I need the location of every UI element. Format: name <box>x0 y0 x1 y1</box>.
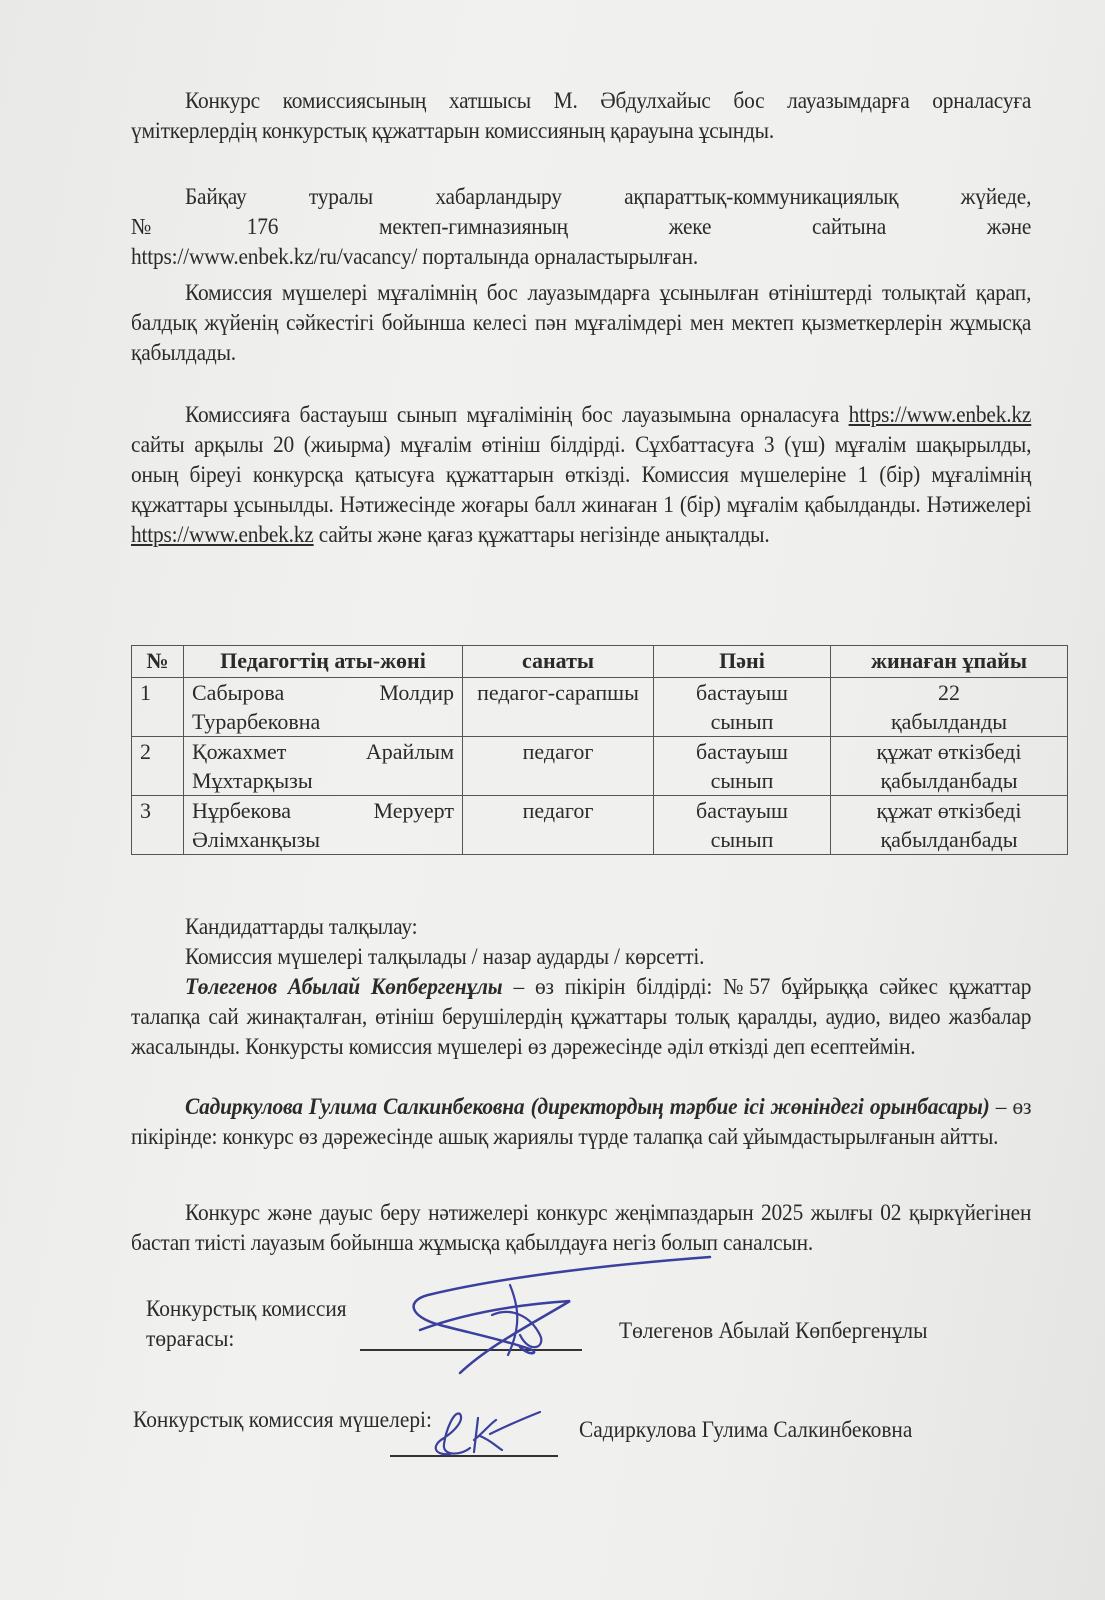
member-signature-stroke <box>474 1412 540 1452</box>
discussion-heading <box>131 912 1031 942</box>
score-value: 22 <box>938 680 960 705</box>
chair-label-line-2: төрағасы: <box>146 1326 235 1351</box>
opinion-chair-name: Төлегенов Абылай Көпбергенұлы <box>184 974 503 999</box>
table-row <box>132 678 1068 737</box>
decision-text: Конкурс және дауыс беру нәтижелері конкурс жеңімпаздарын 2025 жылғы 02 қыркүйегінен бастап тиісті лауазым бойынша жұмысқа қабылдауға негіз болып саналсын. <box>131 1200 1032 1255</box>
paragraph-secretary <box>131 86 1031 146</box>
cell-score <box>831 796 1068 855</box>
header-subject: Пәні <box>654 646 831 678</box>
cell-subject: бастауыш сынып <box>654 796 831 855</box>
result-value: қабылданбады <box>880 827 1018 852</box>
member-signature <box>420 1410 550 1460</box>
header-number: № <box>132 646 184 678</box>
result-value: қабылданбады <box>880 768 1018 793</box>
table-row <box>132 737 1068 796</box>
cell-category: педагог-сарапшы <box>463 678 654 737</box>
cell-number: 1 <box>132 678 184 737</box>
opinion-deputy <box>131 1092 1031 1152</box>
announcement-line-1: Байқау туралы хабарландыру ақпараттық-коммуникациялық жүйеде, <box>184 184 1032 209</box>
cell-category: педагог <box>463 796 654 855</box>
announcement-line-2-text: №176 мектеп-гимназияның жеке сайтына және <box>131 214 1032 239</box>
table-header-row <box>132 646 1068 678</box>
paragraph-text: Конкурс комиссиясының хатшысы М. Әбдулхайыс бос лауазымдарға орналасуға үміткерлердің конкурстық құжаттарын комиссияның қарауына ұсынды. <box>131 88 1032 143</box>
opinion-deputy-name: Садиркулова Гулима Салкинбековна (директордың тәрбие ісі жөніндегі орынбасары) <box>184 1094 990 1119</box>
discussion-line-text: Комиссия мүшелері талқылады / назар аударды / көрсетті. <box>184 944 705 969</box>
candidates-table <box>131 645 1068 855</box>
paragraph-commission-review <box>131 278 1031 368</box>
score-value: құжат өткізбеді <box>876 739 1022 764</box>
cell-name: Нұрбекова Меруерт Әлімханқызы <box>184 796 463 855</box>
member-signature-stroke <box>436 1413 470 1454</box>
result-value: қабылданды <box>890 709 1008 734</box>
cell-name: Қожахмет Арайлым Мұхтарқызы <box>184 737 463 796</box>
opinion-chair-text: – өз пікірін білдірді: №57 бұйрыққа сәйкес құжаттар талапқа сай жинақталған, өтініш берушілердің құжаттары толық қаралды, аудио, видео жазбалар жасалынды. Конкурсты комиссия мүшелері өз дәрежесінде әділ өткізді деп есептеймін. <box>131 974 1032 1059</box>
score-value: құжат өткізбеді <box>876 798 1022 823</box>
enbek-link-2[interactable]: https://www.enbek.kz <box>131 522 314 547</box>
chair-signature <box>380 1255 720 1375</box>
header-category: санаты <box>463 646 654 678</box>
chair-signature-stroke <box>420 1301 570 1373</box>
paragraph-announcement <box>131 182 1031 272</box>
paragraph-text: сайты және қағаз құжаттары негізінде анықталды. <box>318 522 770 547</box>
announcement-line-3: https://www.enbek.kz/ru/vacancy/ порталында орналастырылған. <box>131 244 699 269</box>
chair-name: Төлегенов Абылай Көпбергенұлы <box>619 1318 928 1343</box>
cell-subject: бастауыш сынып <box>654 737 831 796</box>
cell-subject: бастауыш сынып <box>654 678 831 737</box>
paragraph-primary-teacher <box>131 400 1031 550</box>
paragraph-text: Комиссияға бастауыш сынып мұғалімінің бос лауазымына орналасуға <box>184 402 840 427</box>
cell-score <box>831 737 1068 796</box>
cell-score <box>831 678 1068 737</box>
member-name: Садиркулова Гулима Салкинбековна <box>579 1417 913 1442</box>
decision-paragraph <box>131 1198 1031 1258</box>
members-label: Конкурстық комиссия мүшелері: <box>133 1407 432 1432</box>
announcement-line-2 <box>131 212 1031 242</box>
cell-category: педагог <box>463 737 654 796</box>
cell-name: Сабырова Молдир Турарбековна <box>184 678 463 737</box>
chair-label <box>146 1294 347 1354</box>
cell-number: 3 <box>132 796 184 855</box>
opinion-chair <box>131 972 1031 1062</box>
enbek-link-1[interactable]: https://www.enbek.kz <box>848 402 1032 427</box>
chair-label-line-1: Конкурстық комиссия <box>146 1296 347 1321</box>
opinion-deputy-text: – өз пікірінде: конкурс өз дәрежесінде ашық жариялы түрде талапқа сай ұйымдастырылғанын айтты. <box>131 1094 1032 1149</box>
header-score: жинаған ұпайы <box>831 646 1068 678</box>
paragraph-text: сайты арқылы 20 (жиырма) мұғалім өтініш білдірді. Сұхбаттасуға 3 (үш) мұғалім шақырылды, оның біреуі конкурсқа қатысуға құжаттарын өткізді. Комиссия мүшелеріне 1 (бір) мұғалімнің құжаттары ұсынылды. Нәтижесінде жоғары балл жинаған 1 (бір) мұғалім қабылданды. Нәтижелері <box>131 432 1032 517</box>
paragraph-text: Комиссия мүшелері мұғалімнің бос лауазымдарға ұсынылған өтініштерді толықтай қарап, балдық жүйенің сәйкестігі бойынша келесі пән мұғалімдері мен мектеп қызметкерлерін жұмысқа қабылдады. <box>131 280 1032 365</box>
discussion-line <box>131 942 1031 972</box>
table-row <box>132 796 1068 855</box>
header-name: Педагогтің аты-жөні <box>184 646 463 678</box>
cell-number: 2 <box>132 737 184 796</box>
discussion-heading-text: Кандидаттарды талқылау: <box>184 914 418 939</box>
